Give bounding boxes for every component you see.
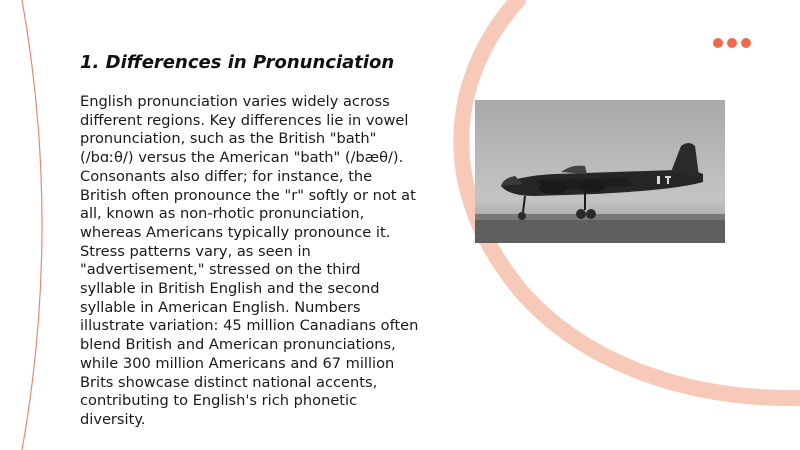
dot-icon [727, 38, 737, 48]
body-paragraph: English pronunciation varies widely across different regions. Key differences lie in vowel pronunciation, such as the British "bath" (/bɑːθ/) versus the American "bath" (/bæθ/). Consonants also differ; for instance, the British often pronounce the "r" softly or not at all, known as non-rhotic pronunciation, whereas Americans typically pronounce it. Stress patterns vary, as seen in "advertisement," stressed on the third syllable in British English and the second syllable in American English. Numbers illustrate variation: 45 million Canadians often blend British and American pronunciations, while 300 million Americans and 67 million Brits showcase distinct national accents, contributing to English's rich phonetic diversity. [80, 93, 419, 428]
page-title: 1. Differences in Pronunciation [80, 52, 395, 73]
left-curve-line [22, 0, 42, 450]
airplane-photo [475, 100, 725, 243]
dot-icon [713, 38, 723, 48]
dot-icon [741, 38, 751, 48]
three-dots-icon [713, 38, 751, 48]
